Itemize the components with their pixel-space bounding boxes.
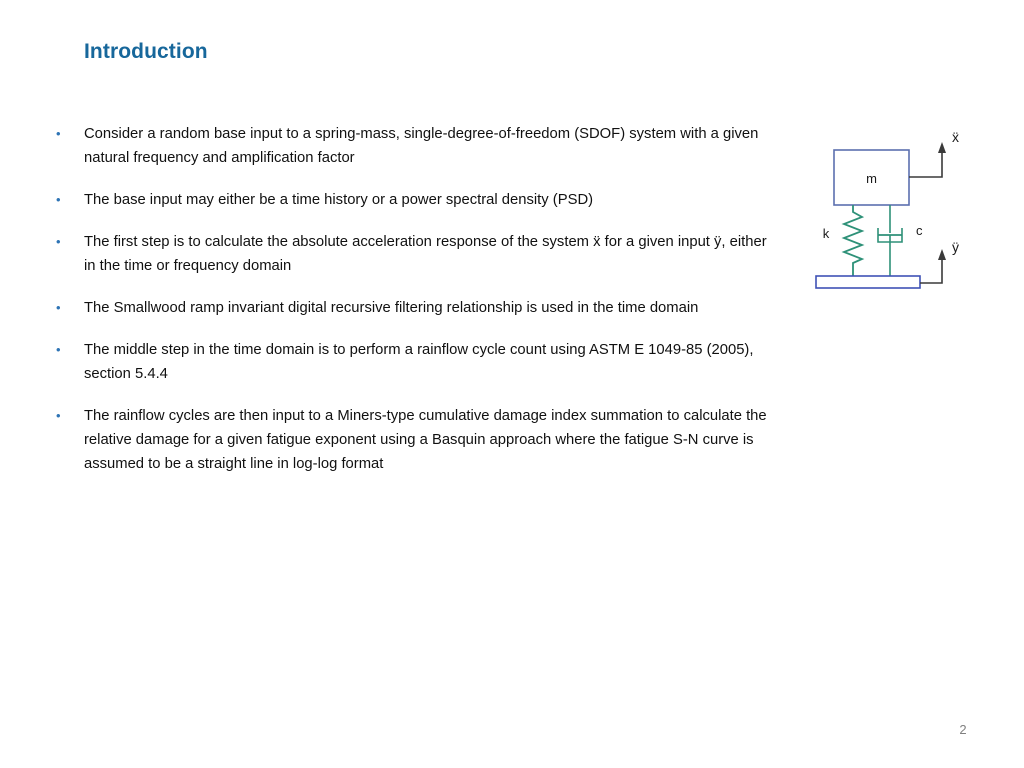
page-title: Introduction (84, 40, 208, 63)
list-item (50, 188, 770, 212)
spring-label: k (822, 226, 830, 241)
list-item (50, 296, 770, 320)
bullet-point-icon: • (56, 234, 61, 249)
bullet-list (50, 122, 770, 494)
bullet-point-icon: • (56, 342, 61, 357)
list-item-text: The rainflow cycles are then input to a Miners-type cumulative damage index summation to calculate the relative damage for a given fatigue exponent using a Basquin approach where the fatigue S-N curve is assumed to be a straight line in log-log format (84, 408, 767, 472)
list-item-text: The Smallwood ramp invariant digital recursive filtering relationship is used in the time domain (84, 300, 699, 316)
list-item-text: The middle step in the time domain is to perform a rainflow cycle count using ASTM E 1049-85 (2005), section 5.4.4 (84, 342, 754, 382)
list-item-text: The base input may either be a time history or a power spectral density (PSD) (84, 192, 594, 208)
base-plate (816, 276, 920, 288)
absolute-acceleration-label: ẍ (952, 129, 959, 145)
mass-label: m (866, 171, 877, 186)
base-input-acceleration-arrowhead (938, 249, 946, 260)
damper-label: c (916, 223, 923, 238)
list-item (50, 338, 770, 386)
list-item-text: The first step is to calculate the absolute acceleration response of the system ẍ for a given input ÿ, either in the time or frequency domain (84, 234, 767, 274)
bullet-point-icon: • (56, 408, 61, 423)
absolute-acceleration-arrow (909, 151, 942, 177)
bullet-point-icon: • (56, 126, 61, 141)
absolute-acceleration-arrowhead (938, 142, 946, 153)
bullet-point-icon: • (56, 300, 61, 315)
list-item-text: Consider a random base input to a spring-mass, single-degree-of-freedom (SDOF) system with a given natural frequency and amplification factor (84, 126, 759, 166)
page-number: 2 (959, 722, 967, 737)
list-item (50, 122, 770, 170)
bullet-point-icon: • (56, 192, 61, 207)
list-item (50, 404, 770, 476)
base-input-acceleration-arrow (920, 258, 942, 283)
list-item (50, 230, 770, 278)
base-input-acceleration-label: ÿ (952, 239, 959, 255)
sdof-spring-mass-damper-diagram (812, 128, 1002, 313)
spring-shape (844, 205, 862, 276)
